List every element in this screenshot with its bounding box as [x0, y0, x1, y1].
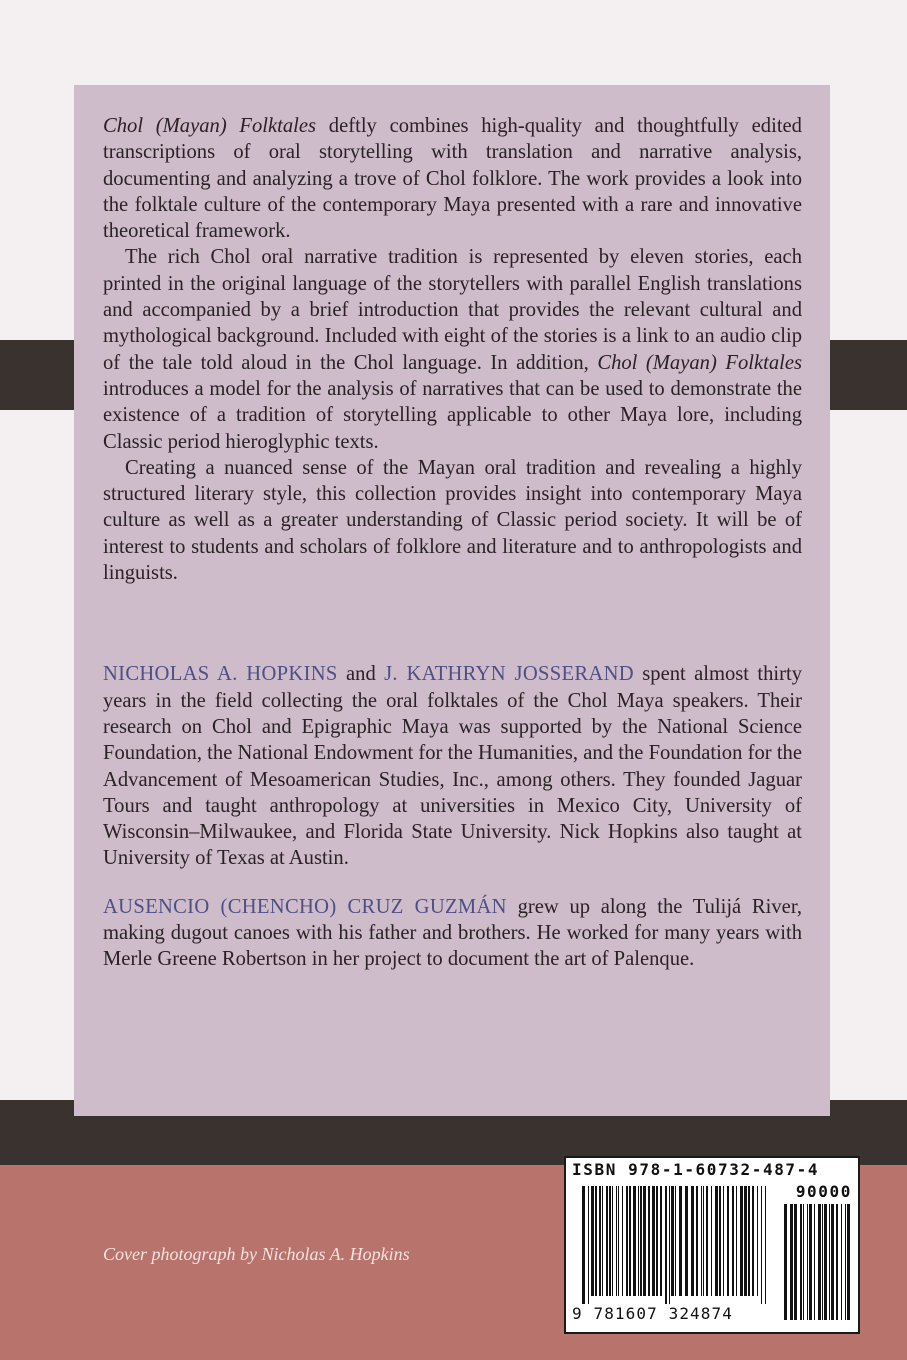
barcode-bar — [612, 1186, 613, 1296]
barcode-bar — [752, 1186, 754, 1296]
barcode-bar — [652, 1186, 655, 1296]
barcode-bar — [822, 1204, 823, 1320]
description-paragraph-3 — [103, 455, 802, 586]
barcode-bar — [761, 1186, 762, 1304]
description-paragraph-1 — [103, 113, 802, 244]
barcode-bar — [711, 1186, 712, 1296]
barcode-bar — [618, 1186, 619, 1296]
barcode-bar — [790, 1204, 793, 1320]
author-name: AUSENCIO (CHENCHO) CRUZ GUZMÁN — [103, 895, 507, 918]
barcode-bar — [831, 1204, 834, 1320]
barcode-bar — [814, 1204, 815, 1320]
barcode-bar — [719, 1186, 721, 1296]
barcode-bar — [757, 1186, 758, 1296]
barcode-bar — [807, 1204, 808, 1320]
barcode-bar — [829, 1204, 830, 1320]
conjunction-text: and — [337, 663, 385, 686]
barcode-bar — [638, 1186, 639, 1296]
description-text: Creating a nuanced sense of the Mayan oral tradition and revealing a highly structured literary style, this collection provides insight into contemporary Maya culture as well as a greater understanding of Classic period society. It will be of interest to students and scholars of folklore and literature and to anthropologists and linguists. — [103, 456, 802, 585]
addon-barcode-icon — [784, 1204, 852, 1328]
barcode-bar — [606, 1186, 608, 1296]
barcode-bar — [794, 1204, 797, 1320]
barcode-bar — [841, 1204, 842, 1320]
ean-barcode-icon — [582, 1186, 767, 1304]
barcode-bar — [736, 1186, 737, 1296]
barcode-bar — [765, 1186, 766, 1304]
barcode-bar — [703, 1186, 704, 1296]
barcode-bar — [744, 1186, 747, 1296]
barcode-bar — [629, 1186, 631, 1296]
barcode-bar — [723, 1186, 724, 1296]
barcode-bar — [818, 1204, 821, 1320]
author-bio-text: grew up along the Tulijá River, making dugout canoes with his father and brothers. He worked for many years with Merle Greene Robertson in her project to document the art of Palenque. — [103, 895, 802, 971]
barcode-bar — [626, 1186, 628, 1296]
barcode-bar — [633, 1186, 636, 1296]
barcode-bar — [622, 1186, 623, 1296]
barcode-bar — [588, 1186, 589, 1304]
barcode-bar — [740, 1186, 743, 1296]
barcode-bar — [685, 1186, 688, 1296]
barcode-bar — [609, 1186, 611, 1296]
barcode-bar — [602, 1186, 603, 1296]
barcode-bar — [809, 1204, 812, 1320]
barcode-bar — [727, 1186, 729, 1296]
book-title-italic: Chol (Mayan) Folktales — [103, 115, 317, 137]
barcode-bar — [803, 1204, 804, 1320]
barcode-bar — [591, 1186, 594, 1296]
description-paragraph-2 — [103, 244, 802, 454]
barcode-bar — [701, 1186, 702, 1296]
book-title-italic: Chol (Mayan) Folktales — [597, 351, 803, 374]
barcode-bar — [847, 1204, 850, 1320]
barcode-bar — [691, 1186, 694, 1296]
barcode-bar — [595, 1186, 597, 1296]
author-name: NICHOLAS A. HOPKINS — [103, 663, 338, 686]
barcode-bar — [732, 1186, 734, 1296]
barcode-bar — [648, 1186, 650, 1296]
barcode-bar — [669, 1186, 670, 1304]
barcode-bar — [748, 1186, 750, 1296]
barcode-bar — [675, 1186, 676, 1296]
barcode-bar — [599, 1186, 601, 1296]
barcode-bar — [800, 1204, 802, 1320]
description-text: The rich Chol oral narrative tradition is represented by eleven stories, each printed in the original language of the storytellers with parallel English translations and accompanied by a brief introduction that provides the relevant cultural and mythological background. Included with eight of the stories is a link to an audio clip of the tale told aloud in the Chol language. In addition, — [103, 246, 802, 374]
author-name: J. KATHRYN JOSSERAND — [384, 663, 634, 686]
isbn-barcode-box — [564, 1156, 860, 1334]
author-bio-paragraph-2 — [103, 894, 802, 973]
author-bio-paragraph-1 — [103, 661, 802, 871]
ean-digits: 9 781607 324874 — [572, 1304, 733, 1323]
barcode-bar — [582, 1186, 585, 1304]
barcode-bar — [640, 1186, 642, 1296]
barcode-bar — [679, 1186, 682, 1296]
barcode-bar — [784, 1204, 787, 1320]
price-code-label: 90000 — [795, 1182, 852, 1201]
barcode-bar — [671, 1186, 674, 1296]
barcode-bar — [660, 1186, 662, 1296]
barcode-bar — [616, 1186, 617, 1296]
barcode-bar — [824, 1204, 827, 1320]
barcode-bar — [643, 1186, 646, 1296]
back-cover-text-panel — [74, 85, 830, 1116]
barcode-bar — [836, 1204, 838, 1320]
barcode-bar — [665, 1186, 667, 1304]
author-bio-text: spent almost thirty years in the field collecting the oral folktales of the Chol Maya speakers. Their research on Chol and Epigraphic Maya was supported by the National Science Foundation, the National Endowment for the Humanities, and the Foundation for the Advancement of Mesoamerican Studies, Inc., among others. They founded Jaguar Tours and taught anthropology at universities in Mexico City, University of Wisconsin–Milwaukee, and Florida State University. Nick Hopkins also taught at University of Texas at Austin. — [103, 663, 802, 870]
barcode-bar — [706, 1186, 708, 1296]
barcode-bar — [696, 1186, 698, 1296]
barcode-bar — [845, 1204, 846, 1320]
barcode-bar — [715, 1186, 718, 1296]
isbn-label: ISBN 978-1-60732-487-4 — [572, 1160, 820, 1179]
description-text: deftly combines high-quality and thoughtfully edited transcriptions of oral storytelling with translation and narrative analysis, documenting and analyzing a trove of Chol folklore. The work provides a look into the folktale culture of the contemporary Maya presented with a rare and innovative theoretical framework. — [103, 115, 802, 243]
barcode-bar — [656, 1186, 658, 1296]
cover-photo-credit: Cover photograph by Nicholas A. Hopkins — [103, 1244, 410, 1264]
description-text: introduces a model for the analysis of narratives that can be used to demonstrate the existence of a tradition of storytelling applicable to other Maya lore, including Classic period hieroglyphic texts. — [103, 377, 802, 453]
